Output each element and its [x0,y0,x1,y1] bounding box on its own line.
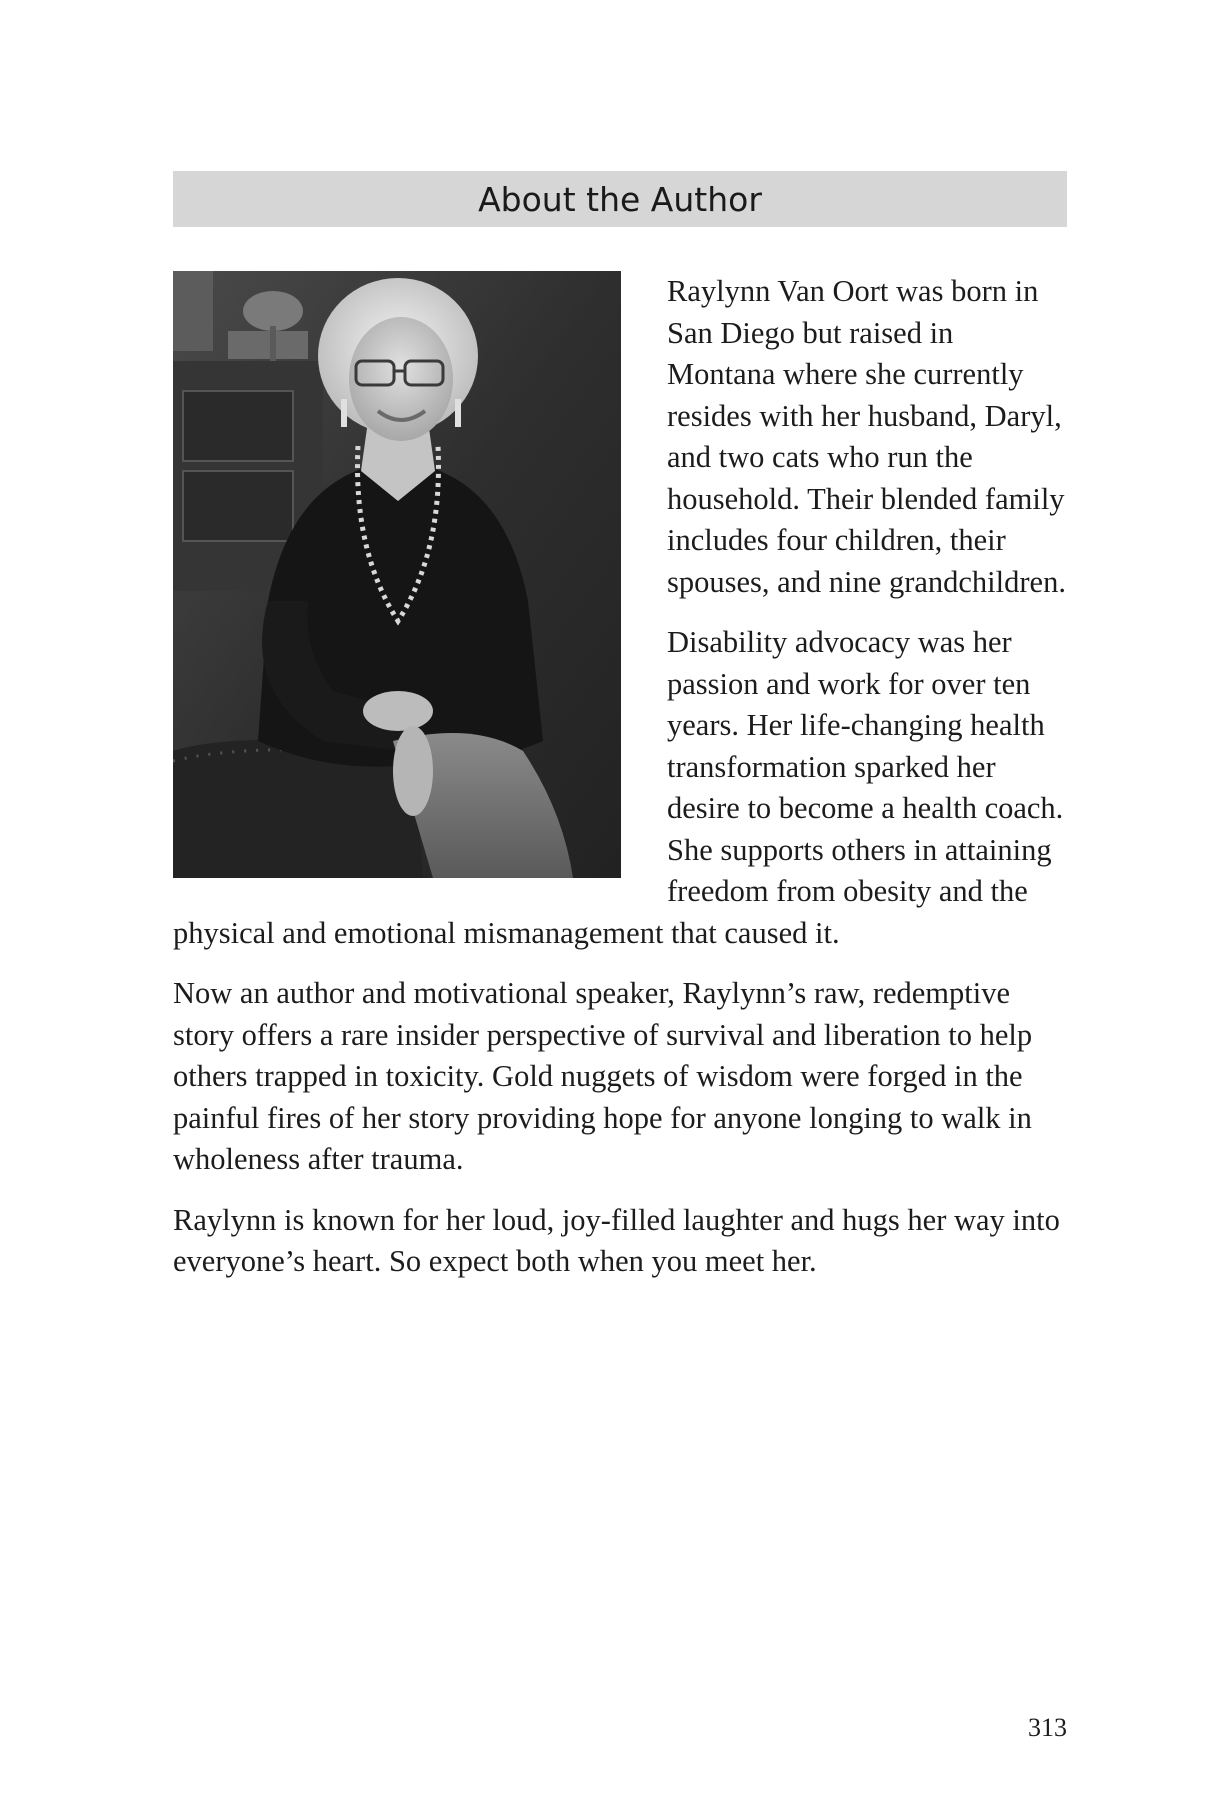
section-header-bar [173,171,1067,227]
page-title: About the Author [478,179,762,219]
bio-paragraph-2: Disability advocacy was her passion and work for over ten years. Her life-changing health transformation sparked her desire to become a health coach. She supports others in attaining freedom from obesity and the physical and emotional mismanagement that caused it. [173,625,1064,950]
bio-paragraph-1: Raylynn Van Oort was born in San Diego but raised in Montana where she currently resides with her husband, Daryl, and two cats who run the household. Their blended family includes four children, their spouses, and nine grandchildren. [667,274,1066,599]
page-number: 313 [1028,1713,1067,1742]
author-photo [173,271,621,878]
author-portrait-photo-icon [173,271,621,878]
bio-paragraph-4: Raylynn is known for her loud, joy-filled laughter and hugs her way into everyone’s heart. So expect both when you meet her. [173,1202,1060,1278]
bio-paragraph-3: Now an author and motivational speaker, Raylynn’s raw, redemptive story offers a rare insider perspective of survival and liberation to help others trapped in toxicity. Gold nuggets of wisdom were forged in the painful fires of her story providing hope for anyone longing to walk in wholeness after trauma. [173,976,1033,1176]
main-content [173,271,1067,1302]
